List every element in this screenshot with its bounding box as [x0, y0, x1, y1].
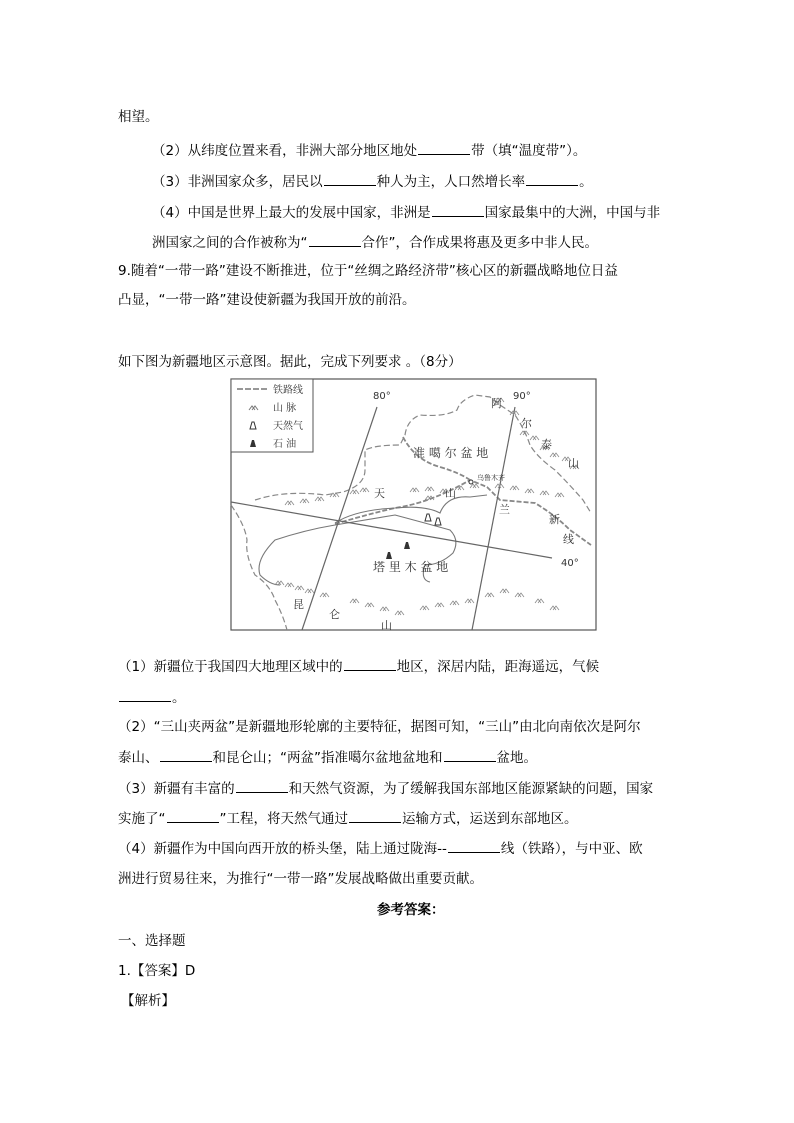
line-text: 如下图为新疆地区示意图。据此，完成下列要求 。（8分） [118, 354, 462, 370]
answer-blank[interactable] [309, 233, 361, 247]
text-line [152, 203, 660, 222]
label-lanxin-1: 兰 [499, 503, 510, 516]
answer-blank[interactable] [349, 809, 401, 823]
text-line [377, 901, 445, 919]
label-kunlun-1: 昆 [293, 598, 304, 611]
text-line [118, 291, 416, 309]
answer-blank[interactable] [236, 779, 288, 793]
xinjiang-map [225, 375, 600, 635]
label-altai-1: 阿 [491, 397, 502, 410]
text-line [118, 108, 159, 126]
legend-gas: 天然气 [273, 421, 303, 432]
text-line [118, 870, 483, 888]
line-text: 参考答案： [377, 902, 445, 918]
line-text: 【解析】 [121, 993, 175, 1009]
text-line [118, 688, 186, 707]
text-line [118, 748, 537, 767]
line-text: （4）中国是世界上最大的发展中国家，非洲是 [152, 205, 431, 221]
line-text: 和天然气资源，为了缓解我国东部地区能源紧缺的问题，国家 [288, 781, 654, 797]
text-line [118, 718, 641, 736]
label-altai-4: 山 [568, 457, 579, 470]
text-line [152, 233, 598, 252]
answer-blank[interactable] [344, 657, 396, 671]
line-text: 。 [579, 174, 593, 190]
text-line [118, 809, 578, 828]
text-line [118, 779, 653, 798]
line-text: 洲国家之间的合作被称为“ [152, 235, 308, 251]
text-line [118, 962, 195, 980]
label-altai-2: 尔 [521, 417, 532, 430]
line-text: 。 [172, 690, 186, 706]
answer-blank[interactable] [119, 688, 171, 702]
line-text: 洲进行贸易往来，为推行“一带一路”发展战略做出重要贡献。 [118, 871, 483, 887]
text-line [118, 262, 618, 280]
line-text: （2）从纬度位置来看，非洲大部分地区地处 [152, 143, 418, 159]
line-text: 一、选择题 [118, 933, 186, 949]
line-text: （2）“三山夹两盆”是新疆地形轮廓的主要特征，据图可知，“三山”由北向南依次是阿尔 [118, 719, 641, 735]
text-line [118, 932, 186, 950]
label-kunlun-3: 山 [381, 619, 392, 632]
answer-blank[interactable] [432, 203, 484, 217]
label-tarim: 塔 里 木 盆 地 [373, 560, 449, 574]
parallel-40-label: 40° [561, 558, 579, 569]
answer-blank[interactable] [167, 809, 219, 823]
line-text: 和昆仑山；“两盆”指准噶尔盆地盆地和 [212, 750, 443, 766]
legend-railway: 铁路线 [273, 385, 303, 396]
meridian-90-label: 90° [513, 391, 531, 402]
text-line [152, 172, 593, 191]
text-line [121, 992, 175, 1010]
legend-oil: 石 油 [273, 439, 297, 450]
line-text: 1.【答案】D [118, 963, 196, 979]
label-lanxin-2: 新 [549, 513, 560, 526]
line-text: 合作”，合作成果将惠及更多中非人民。 [361, 235, 598, 251]
legend-mountain: 山 脉 [273, 403, 297, 414]
line-text: 线（铁路），与中亚、欧 [500, 841, 643, 857]
label-tian-shan: 山 [445, 487, 456, 500]
text-line [118, 839, 643, 858]
line-text: 种人为主，人口然增长率 [376, 174, 526, 190]
line-text: （1）新疆位于我国四大地理区域中的 [118, 659, 343, 675]
text-line [152, 141, 586, 160]
line-text: ”工程，将天然气通过 [219, 811, 348, 827]
line-text: 泰山、 [118, 750, 159, 766]
line-text: 凸显，“一带一路”建设使新疆为我国开放的前沿。 [118, 292, 416, 308]
urumqi-marker [469, 480, 473, 484]
answer-blank[interactable] [160, 748, 212, 762]
line-text: 国家最集中的大洲，中国与非 [484, 205, 661, 221]
answer-blank[interactable] [324, 172, 376, 186]
line-text: 带（填“温度带”）。 [471, 143, 587, 159]
answer-blank[interactable] [526, 172, 578, 186]
line-text: 相望。 [118, 109, 159, 125]
label-junggar: 准 噶 尔 盆 地 [413, 446, 489, 460]
line-text: （3）非洲国家众多，居民以 [152, 174, 323, 190]
line-text: 实施了“ [118, 811, 166, 827]
line-text: 地区，深居内陆，距海遥远，气候 [396, 659, 600, 675]
answer-blank[interactable] [418, 141, 470, 155]
answer-blank[interactable] [444, 748, 496, 762]
label-altai-3: 泰 [541, 438, 552, 451]
line-text: 运输方式，运送到东部地区。 [402, 811, 578, 827]
line-text: 盆地。 [496, 750, 537, 766]
text-line [118, 353, 462, 371]
text-line [118, 657, 599, 676]
answer-blank[interactable] [448, 839, 500, 853]
label-tian: 天 [374, 487, 385, 500]
line-text: 9.随着“一带一路”建设不断推进，位于“丝绸之路经济带”核心区的新疆战略地位日益 [118, 263, 618, 279]
line-text: （4）新疆作为中国向西开放的桥头堡，陆上通过陇海-- [118, 841, 447, 857]
line-text: （3）新疆有丰富的 [118, 781, 235, 797]
meridian-80-label: 80° [373, 391, 391, 402]
label-urumqi: 乌鲁木齐 [477, 474, 505, 482]
label-lanxin-3: 线 [563, 533, 574, 546]
label-kunlun-2: 仑 [329, 608, 340, 621]
